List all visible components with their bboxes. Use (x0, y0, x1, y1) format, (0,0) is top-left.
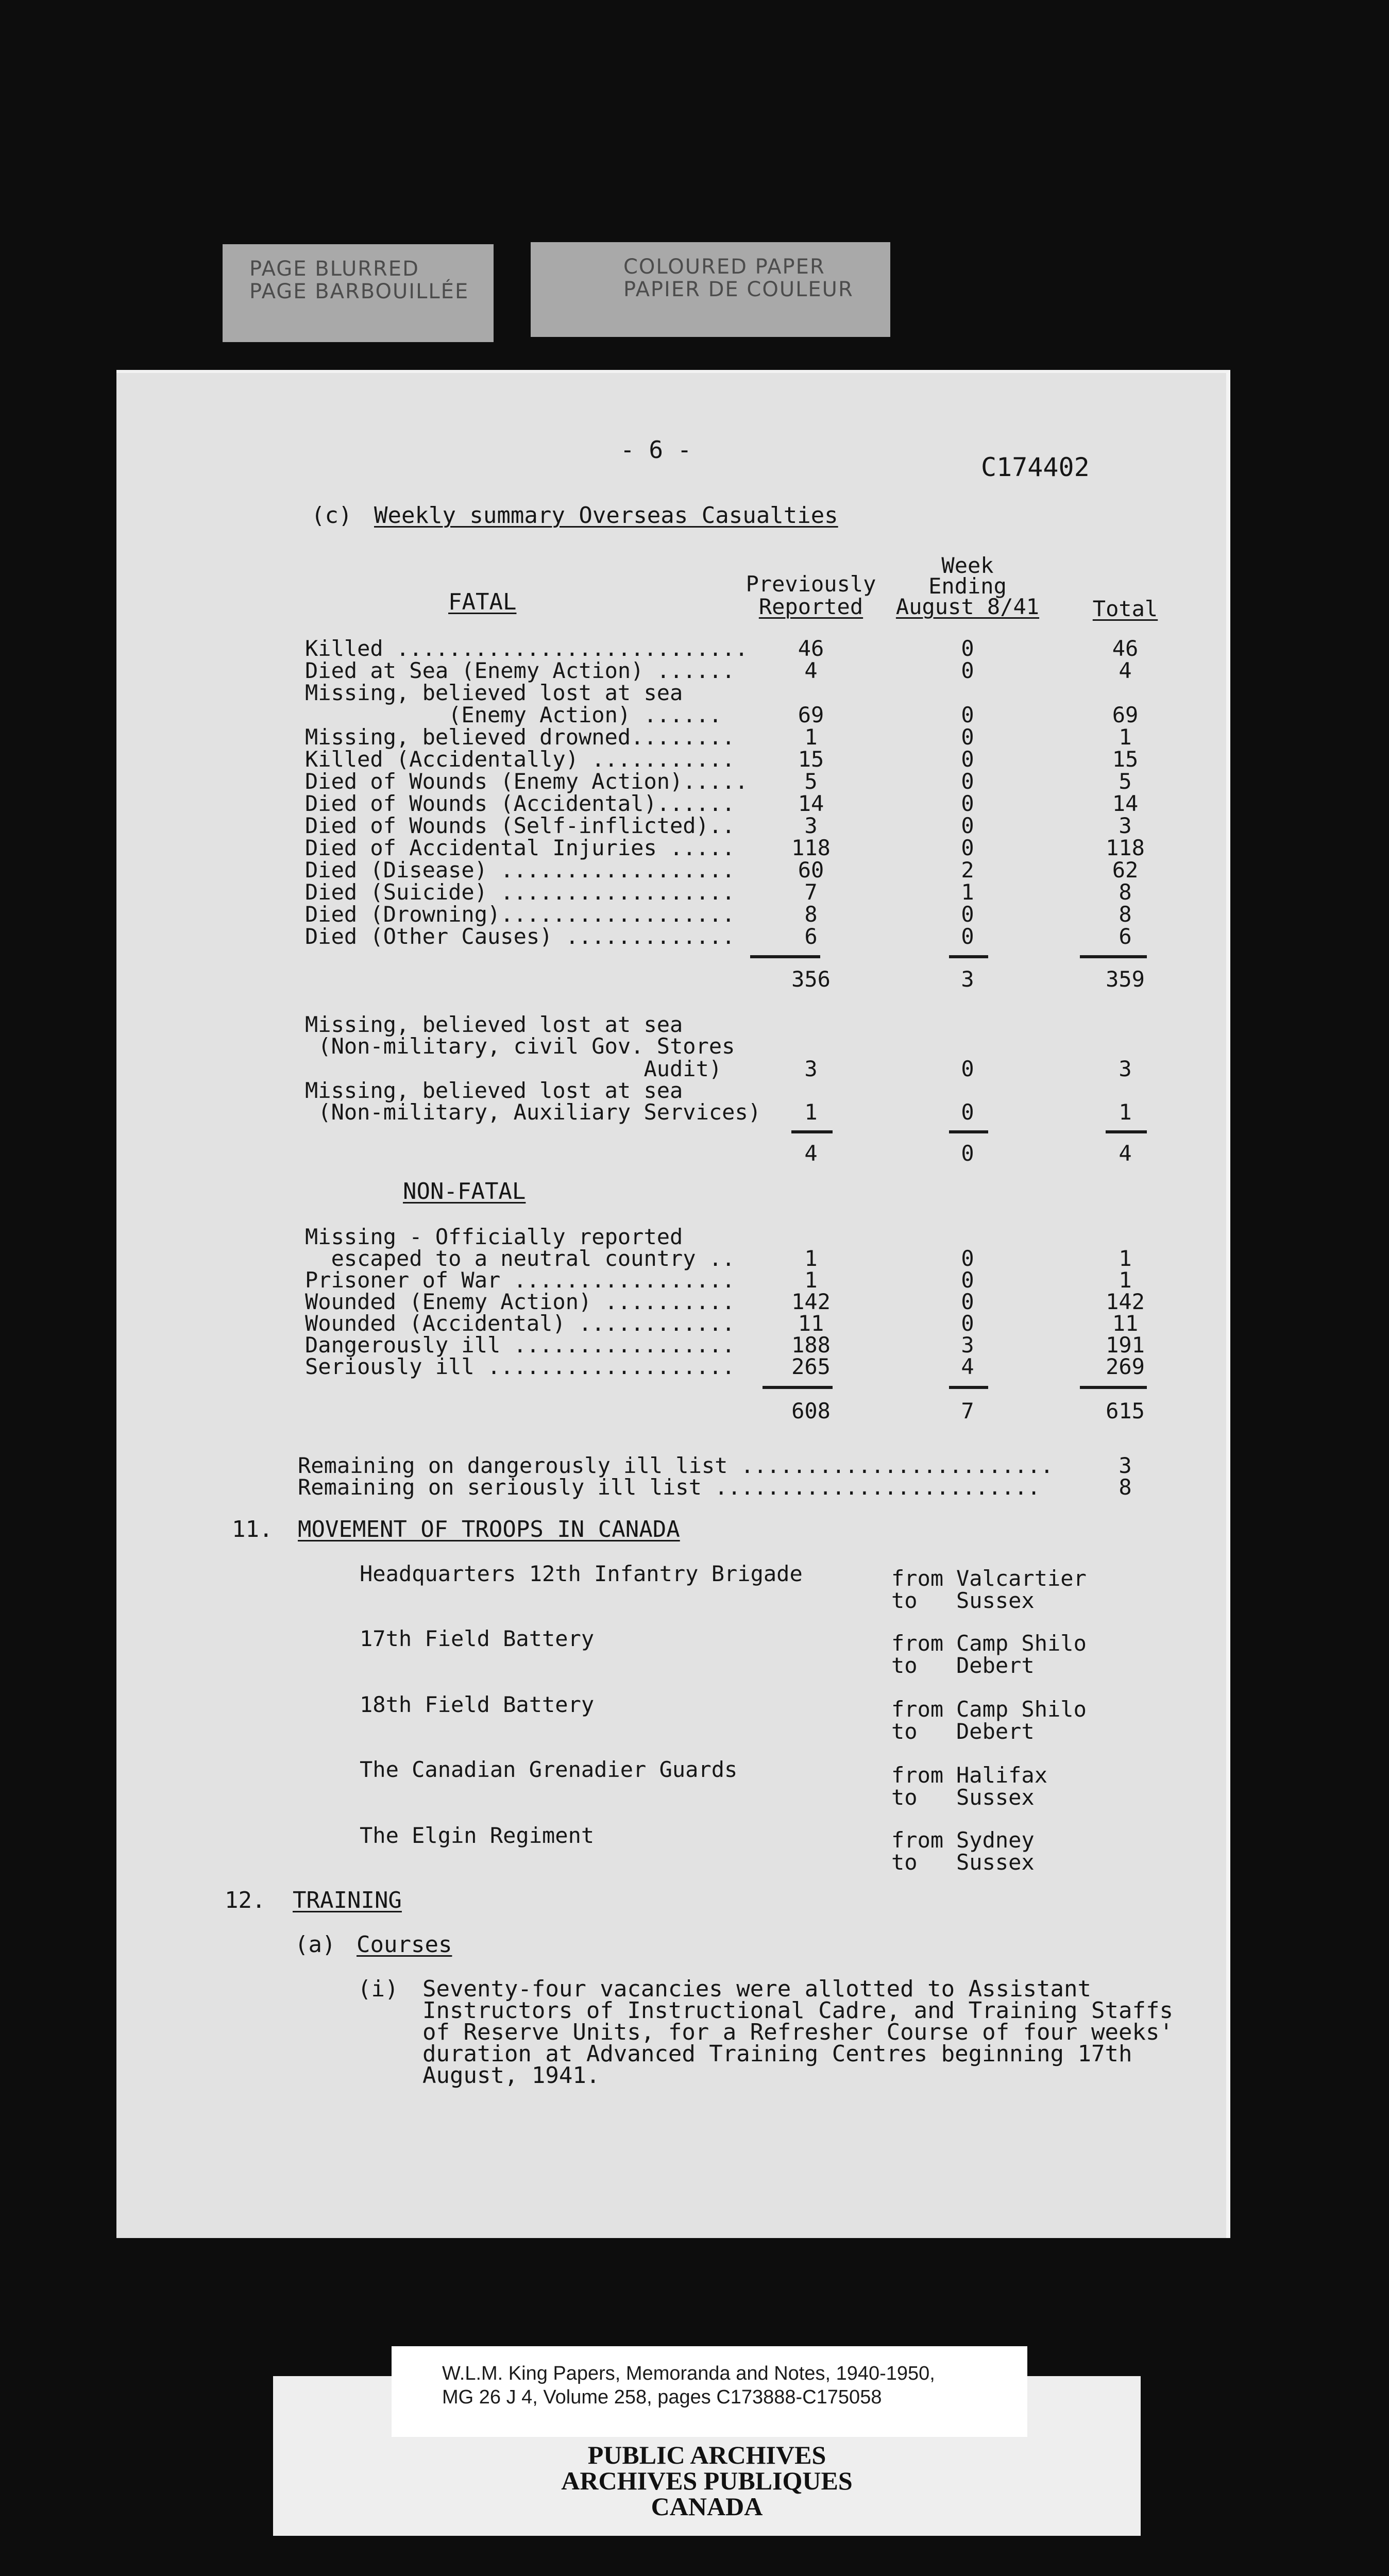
paragraph-line: of Reserve Units, for a Refresher Course of four weeks' (422, 2019, 1173, 2045)
unit-name: 17th Field Battery (360, 1626, 595, 1651)
table-row (116, 1248, 1226, 1269)
section-12-title: TRAINING (293, 1887, 402, 1913)
from-word: from (891, 1566, 944, 1591)
previously-reported-cell: 8 (804, 902, 818, 927)
col-week-label: Week (941, 553, 994, 578)
row-label: Died at Sea (Enemy Action) ...... (305, 658, 735, 683)
unit-name: 18th Field Battery (360, 1692, 595, 1717)
previously-reported-cell: 1 (804, 1267, 818, 1293)
week-ending-cell: 0 (961, 813, 974, 838)
week-ending-cell: 0 (961, 702, 974, 727)
table-row (116, 1226, 1226, 1248)
row-label: Wounded (Enemy Action) .......... (305, 1289, 735, 1314)
week-ending-cell: 0 (961, 1056, 974, 1081)
row-label: Missing, believed lost at sea (305, 680, 683, 705)
previously-reported-cell: 46 (798, 636, 824, 661)
item-marker: (i) (358, 1976, 399, 2002)
total-cell: 8 (1119, 1475, 1132, 1500)
row-label: Missing - Officially reported (305, 1224, 683, 1249)
row-label: Died (Drowning).................. (305, 902, 735, 927)
paragraph-line: August, 1941. (422, 2062, 600, 2089)
reference-line: MG 26 J 4, Volume 258, pages C173888-C175058 (442, 2386, 882, 2408)
row-label: Missing, believed drowned........ (305, 724, 735, 750)
table-row (116, 682, 1226, 704)
total-cell: 15 (1112, 747, 1139, 772)
paragraph-line: Instructors of Instructional Cadre, and Training Staffs (422, 1997, 1173, 2024)
table-row (116, 726, 1226, 748)
total-cell: 1 (1119, 724, 1132, 750)
to-word: to (891, 1719, 918, 1744)
subtotal-rule (949, 1130, 988, 1133)
total-cell: 6 (1119, 924, 1132, 949)
col-previous-label-2: Reported (758, 594, 863, 619)
nonfatal-heading: NON-FATAL (403, 1178, 526, 1205)
page-blurred-stamp (223, 244, 494, 342)
total-cell: 11 (1112, 1311, 1139, 1336)
table-row (116, 1269, 1226, 1291)
sub-section-marker: (a) (295, 1931, 336, 1958)
origin: Camp Shilo (956, 1697, 1087, 1722)
total-cell: 46 (1112, 636, 1139, 661)
paragraph-line: duration at Advanced Training Centres beginning 17th (422, 2041, 1132, 2067)
total-cell: 191 (1106, 1332, 1145, 1358)
subtotal-rule (750, 955, 820, 958)
row-label: Missing, believed lost at sea (305, 1012, 683, 1037)
table-row (116, 1313, 1226, 1334)
table-row (116, 1014, 1226, 1036)
total-cell: 14 (1112, 791, 1139, 816)
table-row (116, 660, 1226, 682)
table-row (116, 1080, 1226, 1101)
to-word: to (891, 1588, 918, 1613)
section-c-title: Weekly summary Overseas Casualties (374, 502, 838, 529)
total-cell: 4 (1119, 658, 1132, 683)
total-cell: 69 (1112, 702, 1139, 727)
previously-reported-cell: 1 (804, 1246, 818, 1271)
table-row (116, 749, 1226, 770)
destination: Sussex (956, 1588, 1035, 1613)
week-ending-cell: 0 (961, 924, 974, 949)
total-cell: 8 (1119, 902, 1132, 927)
stamp-line: PAPIER DE COULEUR (623, 278, 854, 301)
previously-reported-cell: 14 (798, 791, 824, 816)
previously-reported-cell: 60 (798, 857, 824, 883)
previously-reported-cell: 1 (804, 724, 818, 750)
origin: Halifax (956, 1762, 1048, 1788)
previously-reported-cell: 3 (804, 1056, 818, 1081)
week-ending-cell: 4 (961, 1354, 974, 1379)
row-label: Died (Disease) .................. (305, 857, 735, 883)
row-label: Died of Wounds (Enemy Action)..... (305, 769, 748, 794)
subtotal-rule (1080, 955, 1147, 958)
week-ending-cell: 1 (961, 879, 974, 905)
archive-card (273, 2363, 1141, 2536)
from-word: from (891, 1762, 944, 1788)
week-ending-cell: 0 (961, 1289, 974, 1314)
grand-total: 359 (1106, 967, 1145, 992)
table-row (116, 926, 1226, 947)
previously-reported-cell: 188 (791, 1332, 831, 1358)
week-ending-cell: 0 (961, 658, 974, 683)
total-cell: 62 (1112, 857, 1139, 883)
previously-reported-total: 4 (804, 1141, 818, 1166)
table-row (116, 1334, 1226, 1356)
unit-name: The Elgin Regiment (360, 1823, 595, 1848)
grand-total: 4 (1119, 1141, 1132, 1166)
stamp-line: COLOURED PAPER (623, 255, 825, 279)
fatal-heading: FATAL (448, 589, 517, 615)
previously-reported-total: 356 (791, 967, 831, 992)
from-word: from (891, 1827, 944, 1853)
from-word: from (891, 1631, 944, 1656)
section-12-number: 12. (225, 1887, 266, 1913)
archive-name-line: CANADA (651, 2492, 763, 2521)
week-ending-cell: 0 (961, 1311, 974, 1336)
from-word: from (891, 1697, 944, 1722)
total-cell: 3 (1119, 813, 1132, 838)
table-row (116, 837, 1226, 859)
col-total-label: Total (1092, 596, 1158, 621)
previously-reported-cell: 15 (798, 747, 824, 772)
row-label: Died of Accidental Injuries ..... (305, 835, 735, 860)
row-label: Prisoner of War ................. (305, 1267, 735, 1293)
week-ending-total: 7 (961, 1398, 974, 1423)
row-label: (Enemy Action) ...... (305, 702, 722, 727)
table-row (116, 904, 1226, 925)
row-label: Missing, believed lost at sea (305, 1078, 683, 1103)
unit-name: The Canadian Grenadier Guards (360, 1757, 738, 1782)
to-word: to (891, 1850, 918, 1875)
archive-name-line: PUBLIC ARCHIVES (587, 2441, 826, 2469)
total-cell: 118 (1106, 835, 1145, 860)
reference-line: W.L.M. King Papers, Memoranda and Notes, 1940-1950, (442, 2363, 935, 2384)
table-row (116, 879, 1226, 905)
table-row (116, 1033, 1226, 1059)
subtotal-rule (949, 955, 988, 958)
section-c-marker: (c) (311, 502, 352, 529)
total-cell: 1 (1119, 1246, 1132, 1271)
week-ending-cell: 0 (961, 902, 974, 927)
previously-reported-cell: 7 (804, 879, 818, 905)
previously-reported-total: 608 (791, 1398, 831, 1423)
total-cell: 269 (1106, 1354, 1145, 1379)
grand-total: 615 (1106, 1398, 1145, 1423)
nonmil-totals-row (116, 1143, 1226, 1164)
total-cell: 5 (1119, 769, 1132, 794)
row-label: Killed ........................... (305, 636, 748, 661)
week-ending-cell: 3 (961, 1332, 974, 1358)
document-reference: C174402 (981, 452, 1090, 482)
row-label: Remaining on seriously ill list ......................... (298, 1475, 1041, 1500)
previously-reported-cell: 4 (804, 658, 818, 683)
previously-reported-cell: 118 (791, 835, 831, 860)
row-label: Dangerously ill ................. (305, 1332, 735, 1358)
subtotal-rule (791, 1130, 833, 1133)
week-ending-cell: 0 (961, 769, 974, 794)
page-number: - 6 - (620, 436, 692, 464)
row-label: escaped to a neutral country .. (305, 1246, 735, 1271)
table-row (116, 1291, 1226, 1313)
destination: Sussex (956, 1850, 1035, 1875)
previously-reported-cell: 142 (791, 1289, 831, 1314)
sub-section-title: Courses (357, 1931, 452, 1958)
col-week-label-2: Ending (928, 573, 1007, 599)
previously-reported-cell: 3 (804, 813, 818, 838)
archive-name-line: ARCHIVES PUBLIQUES (561, 2466, 853, 2495)
previously-reported-cell: 5 (804, 769, 818, 794)
row-label: (Non-military, civil Gov. Stores (305, 1033, 735, 1059)
stamp-line: PAGE BLURRED (249, 257, 419, 281)
archive-reference (392, 2346, 1027, 2437)
week-ending-cell: 2 (961, 857, 974, 883)
table-row (116, 771, 1226, 792)
row-label: Died of Wounds (Accidental)...... (305, 791, 735, 816)
unit-name: Headquarters 12th Infantry Brigade (360, 1561, 803, 1586)
total-cell: 1 (1119, 1267, 1132, 1293)
week-ending-cell: 0 (961, 724, 974, 750)
remaining-row (116, 1477, 1226, 1498)
col-previous-label: Previously (746, 571, 876, 597)
table-row (116, 1058, 1226, 1080)
row-label: Audit) (305, 1056, 722, 1081)
week-ending-total: 3 (961, 967, 974, 992)
archive-name (273, 2442, 1141, 2519)
to-word: to (891, 1653, 918, 1678)
stamp-line: PAGE BARBOUILLÉE (249, 280, 469, 303)
section-11-number: 11. (232, 1516, 273, 1543)
remaining-row (116, 1455, 1226, 1477)
table-row (116, 1101, 1226, 1123)
subtotal-rule (1106, 1130, 1147, 1133)
fatal-totals-row (116, 969, 1226, 990)
paragraph-line: Seventy-four vacancies were allotted to Assistant (422, 1976, 1092, 2002)
subtotal-rule (1080, 1386, 1147, 1389)
row-label: Died of Wounds (Self-inflicted).. (305, 813, 735, 838)
week-ending-cell: 0 (961, 636, 974, 661)
total-cell: 3 (1119, 1056, 1132, 1081)
table-row (116, 638, 1226, 659)
week-ending-cell: 0 (961, 1246, 974, 1271)
nonfatal-totals-row (116, 1400, 1226, 1422)
table-row (116, 1356, 1226, 1378)
row-label: Wounded (Accidental) ............ (305, 1311, 735, 1336)
destination: Sussex (956, 1785, 1035, 1810)
section-11-title: MOVEMENT OF TROOPS IN CANADA (298, 1516, 680, 1543)
row-label: Died (Suicide) .................. (305, 879, 735, 905)
week-ending-cell: 0 (961, 791, 974, 816)
previously-reported-cell: 265 (791, 1354, 831, 1379)
subtotal-rule (949, 1386, 988, 1389)
total-cell: 1 (1119, 1099, 1132, 1125)
total-cell: 142 (1106, 1289, 1145, 1314)
table-row (116, 793, 1226, 815)
week-ending-total: 0 (961, 1141, 974, 1166)
row-label: Remaining on dangerously ill list ........................ (298, 1453, 1054, 1478)
row-label: (Non-military, Auxiliary Services) (305, 1099, 761, 1125)
row-label: Seriously ill ................... (305, 1354, 735, 1379)
to-word: to (891, 1785, 918, 1810)
origin: Camp Shilo (956, 1631, 1087, 1656)
previously-reported-cell: 69 (798, 702, 824, 727)
origin: Sydney (956, 1827, 1035, 1853)
week-ending-cell: 0 (961, 1267, 974, 1293)
destination: Debert (956, 1653, 1035, 1678)
previously-reported-cell: 6 (804, 924, 818, 949)
origin: Valcartier (956, 1566, 1087, 1591)
table-row (116, 859, 1226, 881)
total-cell: 3 (1119, 1453, 1132, 1478)
destination: Debert (956, 1719, 1035, 1744)
document-page (116, 370, 1230, 2238)
subtotal-rule (763, 1386, 833, 1389)
coloured-paper-stamp (531, 242, 890, 337)
previously-reported-cell: 1 (804, 1099, 818, 1125)
week-ending-cell: 0 (961, 747, 974, 772)
table-row (116, 815, 1226, 837)
previously-reported-cell: 11 (798, 1311, 824, 1336)
row-label: Killed (Accidentally) ........... (305, 747, 735, 772)
col-week-label-3: August 8/41 (895, 594, 1040, 619)
week-ending-cell: 0 (961, 1099, 974, 1125)
week-ending-cell: 0 (961, 835, 974, 860)
table-row (116, 704, 1226, 726)
total-cell: 8 (1119, 879, 1132, 905)
row-label: Died (Other Causes) ............. (305, 924, 735, 949)
